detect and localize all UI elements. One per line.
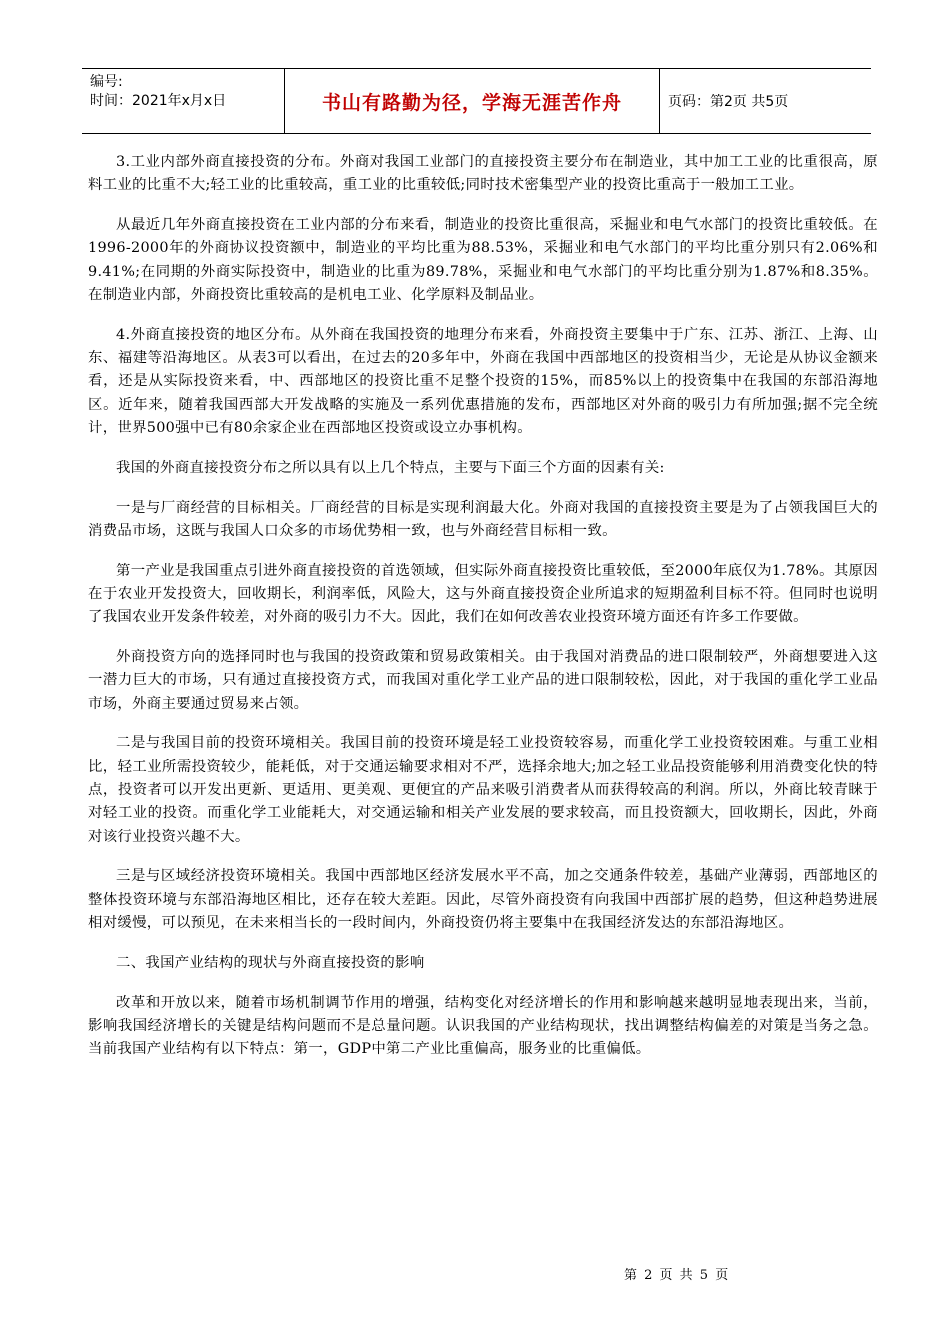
document-body: [88, 151, 878, 1078]
paragraph: 4.外商直接投资的地区分布。从外商在我国投资的地理分布来看，外商投资主要集中于广东、江苏、浙江、上海、山东、福建等沿海地区。从表3可以看出，在过去的20多年中，外商在我国中西部地区的投资相当少，无论是从协议金额来看，还是从实际投资来看，中、西部地区的投资比重不足整个投资的15%，而85%以上的投资集中在我国的东部沿海地区。近年来，随着我国西部大开发战略的实施及一系列优惠措施的发布，西部地区对外商的吸引力有所加强;据不完全统计，世界500强中已有80余家企业在西部地区投资或设立办事机构。: [88, 326, 878, 436]
paragraph: 我国的外商直接投资分布之所以具有以上几个特点，主要与下面三个方面的因素有关:: [116, 459, 665, 476]
page-footer: 第 2 页 共 5 页: [624, 1268, 729, 1283]
section-heading: 二、我国产业结构的现状与外商直接投资的影响: [116, 954, 425, 971]
header-page-indicator: 页码：第2页 共5页: [668, 94, 789, 110]
paragraph: 一是与厂商经营的目标相关。厂商经营的目标是实现利润最大化。外商对我国的直接投资主要是为了占领我国巨大的消费品市场，这既与我国人口众多的市场优势相一致，也与外商经营目标相一致。: [88, 499, 878, 539]
paragraph: 二是与我国目前的投资环境相关。我国目前的投资环境是轻工业投资较容易，而重化学工业投资较困难。与重工业相比，轻工业所需投资较少，能耗低，对于交通运输要求相对不严，选择余地大;加之轻工业品投资能够利用消费变化快的特点，投资者可以开发出更新、更适用、更美观、更便宜的产品来吸引消费者从而获得较高的利润。所以，外商比较青睐于对轻工业的投资。而重化学工业能耗大，对交通运输和相关产业发展的要求较高，而且投资额大，回收期长，因此，外商对该行业投资兴趣不大。: [88, 735, 878, 845]
header-motto: 书山有路勤为径，学海无涯苦作舟: [284, 69, 660, 133]
document-time-label: 时间：2021年x月x日: [90, 93, 227, 109]
paragraph: 第一产业是我国重点引进外商直接投资的首选领域，但实际外商直接投资比重较低，至2000年底仅为1.78%。其原因在于农业开发投资大，回收期长，利润率低，风险大，这与外商直接投资企业所追求的短期盈利目标不符。但同时也说明了我国农业开发条件较差，对外商的吸引力不大。因此，我们在如何改善农业投资环境方面还有许多工作要做。: [88, 562, 878, 626]
paragraph: 从最近几年外商直接投资在工业内部的分布来看，制造业的投资比重很高，采掘业和电气水部门的投资比重较低。在1996-2000年的外商协议投资额中，制造业的平均比重为88.53%，采掘业和电气水部门的平均比重分别只有2.06%和9.41%;在同期的外商实际投资中，制造业的比重为89.78%，采掘业和电气水部门的平均比重分别为1.87%和8.35%。在制造业内部，外商投资比重较高的是机电工业、化学原料及制品业。: [88, 217, 878, 303]
paragraph: 外商投资方向的选择同时也与我国的投资政策和贸易政策相关。由于我国对消费品的进口限制较严，外商想要进入这一潜力巨大的市场，只有通过直接投资方式，而我国对重化学工业产品的进口限制较松，因此，对于我国的重化学工业品市场，外商主要通过贸易来占领。: [88, 649, 878, 712]
document-number-label: 编号:: [90, 74, 123, 90]
paragraph: 改革和开放以来，随着市场机制调节作用的增强，结构变化对经济增长的作用和影响越来越明显地表现出来，当前，影响我国经济增长的关键是结构问题而不是总量问题。认识我国的产业结构现状，找出调整结构偏差的对策是当务之急。当前我国产业结构有以下特点：第一，GDP中第二产业比重偏高，服务业的比重偏低。: [88, 994, 878, 1058]
paragraph: 三是与区域经济投资环境相关。我国中西部地区经济发展水平不高，加之交通条件较差，基础产业薄弱，西部地区的整体投资环境与东部沿海地区相比，还存在较大差距。因此，尽管外商投资有向我国中西部扩展的趋势，但这种趋势进展相对缓慢，可以预见，在未来相当长的一段时间内，外商投资仍将主要集中在我国经济发达的东部沿海地区。: [88, 868, 878, 932]
paragraph: 3.工业内部外商直接投资的分布。外商对我国工业部门的直接投资主要分布在制造业，其中加工工业的比重很高，原料工业的比重不大;轻工业的比重较高，重工业的比重较低;同时技术密集型产业的投资比重高于一般加工工业。: [88, 154, 878, 194]
page-header: [82, 68, 871, 134]
header-meta: [82, 69, 284, 133]
